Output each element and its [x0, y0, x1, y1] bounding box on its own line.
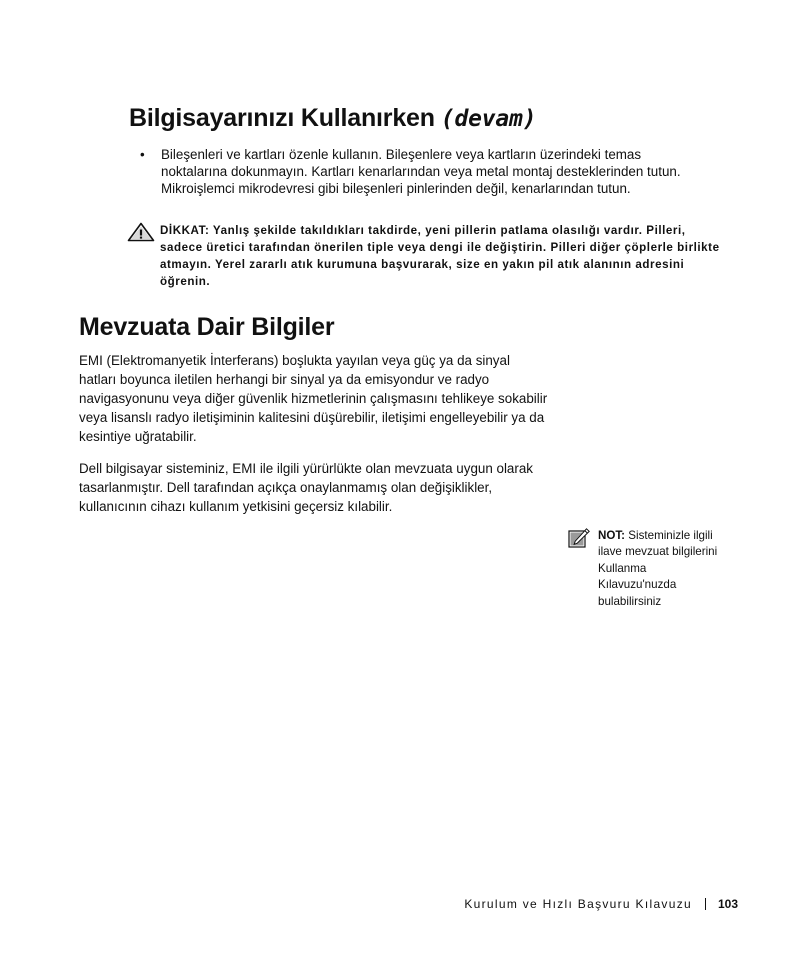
page-heading: [129, 104, 536, 133]
section-paragraph-1: EMI (Elektromanyetik İnterferans) boşlukta yayılan veya güç ya da sinyal hatları boyunca iletilen herhangi bir sinyal ya da emisyondur ve radyo navigasyonunu veya diğer güvenlik hizmetlerinin çalışmasını tehlikeye sokabilir veya lisanslı radyo iletişiminin kalitesini düşürebilir, iletişimi engelleyebilir ya da kesintiye uğratabilir.: [79, 353, 548, 444]
section-paragraph-2: Dell bilgisayar sisteminiz, EMI ile ilgili yürürlükte olan mevzuata uygun olarak tasarlanmıştır. Dell tarafından açıkça onaylanmamış olan değişiklikler, kullanıcının cihazı kullanım yetkisini geçersiz kılabilir.: [79, 461, 533, 514]
bullet-text: Bileşenleri ve kartları özenle kullanın. Bileşenlere veya kartların üzerindeki temas noktalarına dokunmayın. Kartları kenarlarından veya metal montaj desteklerinden tutun. Mikroişlemci mikrodevresi gibi bileşenleri pinlerinden değil, kenarlarından tutun.: [161, 147, 681, 196]
note-label: NOT:: [598, 529, 626, 542]
section-title: Mevzuata Dair Bilgiler: [79, 313, 335, 341]
page-footer: [464, 897, 738, 911]
caution-text: Yanlış şekilde takıldıkları takdirde, yeni pillerin patlama olasılığı vardır. Pilleri, sadece üretici tarafından önerilen tiple veya dengi ile değiştirin. Pilleri diğer çöplerle birlikte atmayın. Yerel zararlı atık kurumuna başvurarak, size en yakın pil atık alanının adresini öğrenin.: [160, 224, 720, 288]
note-pencil-icon: [568, 528, 590, 548]
heading-title: Bilgisayarınızı Kullanırken: [129, 104, 435, 132]
warning-triangle-icon: [127, 222, 155, 242]
bullet-marker: •: [140, 147, 145, 162]
footer-separator: [705, 898, 706, 910]
footer-title: Kurulum ve Hızlı Başvuru Kılavuzu: [464, 897, 692, 911]
caution-label: DİKKAT:: [160, 224, 210, 237]
page-number: 103: [717, 897, 738, 911]
heading-continued: (devam): [440, 106, 537, 132]
note-text: Sisteminizle ilgili ilave mevzuat bilgilerini Kullanma Kılavuzu'nuzda bulabilirsiniz: [598, 529, 718, 608]
